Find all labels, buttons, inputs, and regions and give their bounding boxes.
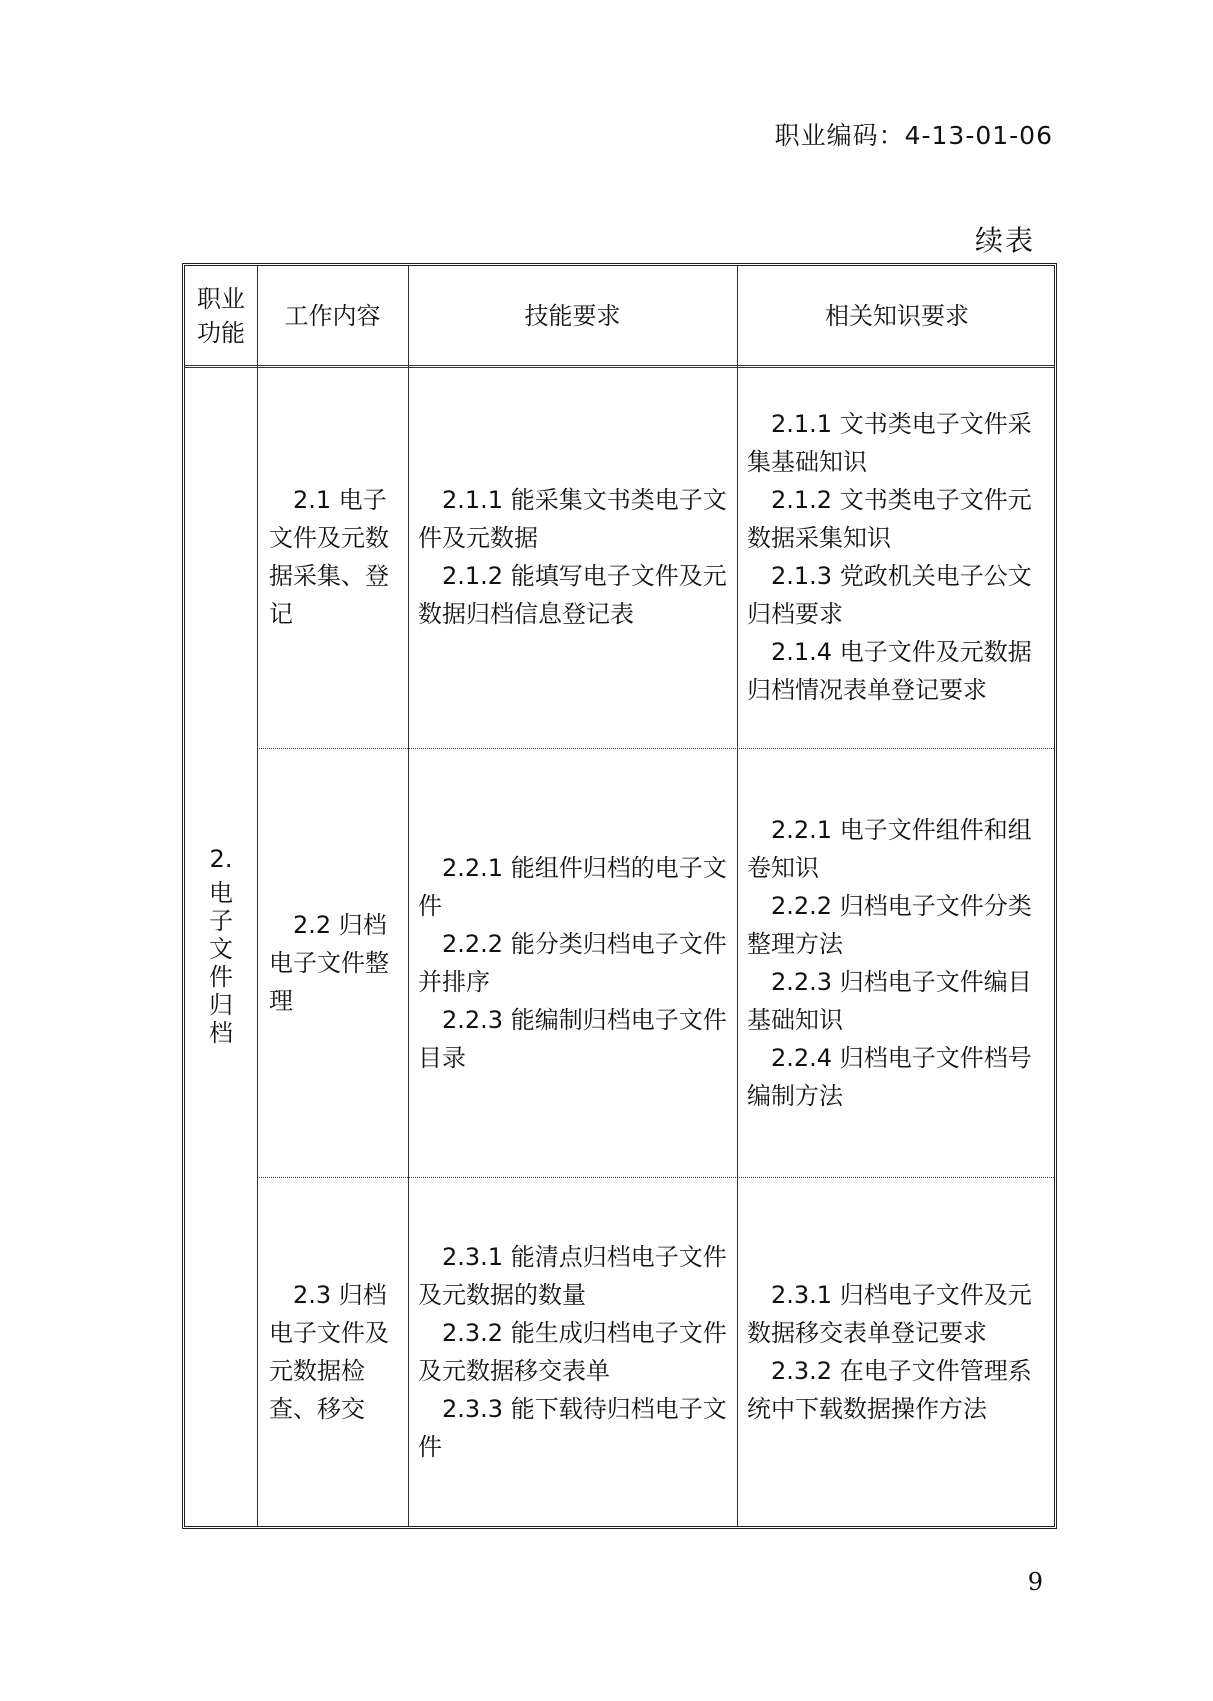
skill-item: 2.1.2 能填写电子文件及元数据归档信息登记表 <box>418 562 727 628</box>
function-char: 子 <box>209 907 233 935</box>
knowledge-item: 2.2.2 归档电子文件分类整理方法 <box>747 892 1032 958</box>
skill-item: 2.2.1 能组件归档的电子文件 <box>418 854 727 920</box>
skills-cell <box>418 366 730 748</box>
knowledge-item: 2.2.1 电子文件组件和组卷知识 <box>747 816 1032 882</box>
work-content: 2.3 归档电子文件及元数据检查、移交 <box>269 1281 389 1423</box>
skill-item: 2.3.3 能下载待归档电子文件 <box>418 1395 727 1461</box>
col-divider <box>408 266 409 1526</box>
work-content: 2.1 电子文件及元数据采集、登记 <box>269 486 389 628</box>
skills-cell <box>418 1178 730 1526</box>
table-row <box>269 1178 399 1526</box>
function-number: 2. <box>209 845 233 873</box>
skills-cell <box>418 749 730 1177</box>
knowledge-item: 2.1.3 党政机关电子公文归档要求 <box>747 562 1032 628</box>
col-divider <box>257 266 258 1526</box>
col-divider <box>737 266 738 1526</box>
knowledge-item: 2.2.4 归档电子文件档号编制方法 <box>747 1044 1032 1110</box>
function-char: 电 <box>209 879 233 907</box>
occupation-code: 职业编码：4-13-01-06 <box>774 121 1053 150</box>
knowledge-cell <box>747 749 1052 1177</box>
table-row <box>269 366 399 748</box>
knowledge-cell <box>747 366 1052 748</box>
table-row <box>269 749 399 1177</box>
knowledge-item: 2.1.4 电子文件及元数据归档情况表单登记要求 <box>747 638 1032 704</box>
function-char: 归 <box>209 991 233 1019</box>
continued-label: 续表 <box>974 224 1035 257</box>
function-char: 件 <box>209 963 233 991</box>
header-skills: 技能要求 <box>524 301 621 330</box>
knowledge-cell <box>747 1178 1052 1526</box>
knowledge-item: 2.3.1 归档电子文件及元数据移交表单登记要求 <box>747 1281 1032 1347</box>
header-function: 职业 功能 <box>197 284 245 347</box>
page-number: 9 <box>1027 1568 1043 1596</box>
skill-item: 2.2.3 能编制归档电子文件目录 <box>418 1006 727 1072</box>
function-cell <box>185 366 257 1526</box>
function-char: 档 <box>209 1019 233 1047</box>
skill-item: 2.3.1 能清点归档电子文件及元数据的数量 <box>418 1243 727 1309</box>
knowledge-item: 2.3.2 在电子文件管理系统中下载数据操作方法 <box>747 1357 1032 1423</box>
knowledge-item: 2.2.3 归档电子文件编目基础知识 <box>747 968 1032 1034</box>
skill-item: 2.2.2 能分类归档电子文件并排序 <box>418 930 727 996</box>
header-knowledge: 相关知识要求 <box>825 301 969 330</box>
skill-item: 2.3.2 能生成归档电子文件及元数据移交表单 <box>418 1319 727 1385</box>
skill-item: 2.1.1 能采集文书类电子文件及元数据 <box>418 486 727 552</box>
header-content: 工作内容 <box>284 301 381 330</box>
function-char: 文 <box>209 935 233 963</box>
knowledge-item: 2.1.2 文书类电子文件元数据采集知识 <box>747 486 1032 552</box>
knowledge-item: 2.1.1 文书类电子文件采集基础知识 <box>747 410 1032 476</box>
skills-table <box>182 263 1057 1529</box>
work-content: 2.2 归档电子文件整理 <box>269 911 389 1015</box>
